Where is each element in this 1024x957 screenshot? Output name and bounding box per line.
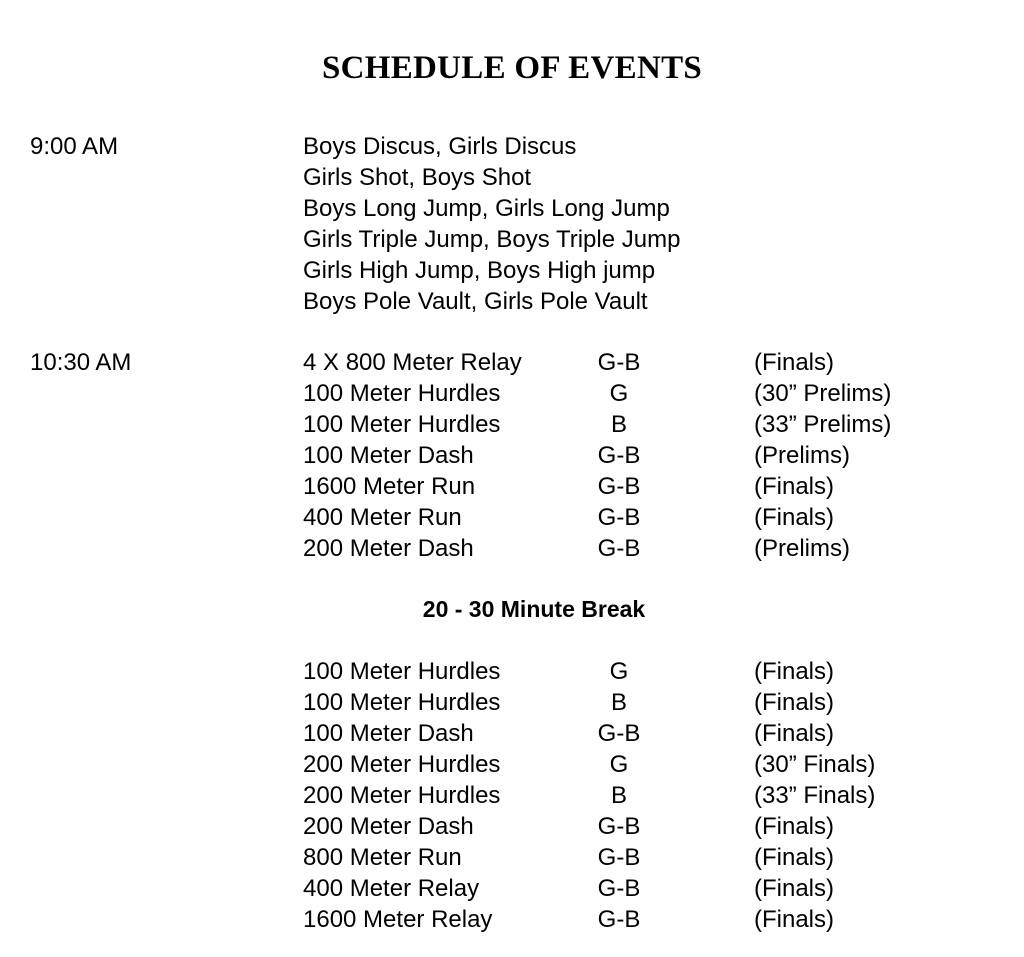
event-note: (Prelims)	[754, 442, 850, 469]
event-name: 200 Meter Hurdles	[303, 751, 501, 778]
event-name: 800 Meter Run	[303, 844, 462, 871]
event-note: (33” Finals)	[754, 782, 876, 809]
event-gender: G	[609, 751, 629, 778]
event-note: (Finals)	[754, 844, 835, 871]
event-gender: G-B	[597, 504, 641, 531]
time-label: 9:00 AM	[30, 133, 119, 160]
field-event-line: Girls Shot, Boys Shot	[303, 164, 532, 191]
event-name: 100 Meter Hurdles	[303, 689, 501, 716]
event-name: 400 Meter Run	[303, 504, 462, 531]
event-gender: G	[609, 658, 629, 685]
event-note: (Finals)	[754, 473, 835, 500]
event-note: (Finals)	[754, 813, 835, 840]
event-gender: G-B	[597, 875, 641, 902]
event-note: (30” Finals)	[754, 751, 876, 778]
event-note: (Finals)	[754, 906, 835, 933]
event-gender: G-B	[597, 906, 641, 933]
event-note: (Finals)	[754, 349, 835, 376]
event-gender: G	[609, 380, 629, 407]
field-event-line: Boys Long Jump, Girls Long Jump	[303, 195, 670, 222]
field-event-line: Girls High Jump, Boys High jump	[303, 257, 656, 284]
event-gender: G-B	[597, 813, 641, 840]
event-name: 200 Meter Dash	[303, 813, 474, 840]
field-event-line: Girls Triple Jump, Boys Triple Jump	[303, 226, 681, 253]
event-gender: G-B	[597, 535, 641, 562]
event-gender: G-B	[597, 442, 641, 469]
event-name: 200 Meter Hurdles	[303, 782, 501, 809]
event-note: (Prelims)	[754, 535, 850, 562]
field-event-line: Boys Discus, Girls Discus	[303, 133, 577, 160]
event-gender: G-B	[597, 473, 641, 500]
time-label: 10:30 AM	[30, 349, 132, 376]
event-name: 100 Meter Hurdles	[303, 380, 501, 407]
event-name: 100 Meter Hurdles	[303, 411, 501, 438]
event-note: (Finals)	[754, 875, 835, 902]
event-gender: B	[610, 411, 627, 438]
field-event-line: Boys Pole Vault, Girls Pole Vault	[303, 288, 648, 315]
event-gender: G-B	[597, 844, 641, 871]
event-name: 400 Meter Relay	[303, 875, 480, 902]
event-note: (Finals)	[754, 689, 835, 716]
event-name: 1600 Meter Relay	[303, 906, 493, 933]
event-note: (Finals)	[754, 720, 835, 747]
event-gender: G-B	[597, 349, 641, 376]
event-note: (Finals)	[754, 658, 835, 685]
break-heading: 20 - 30 Minute Break	[422, 596, 646, 622]
event-name: 100 Meter Dash	[303, 442, 474, 469]
event-name: 1600 Meter Run	[303, 473, 476, 500]
event-note: (30” Prelims)	[754, 380, 892, 407]
event-gender: G-B	[597, 720, 641, 747]
event-name: 200 Meter Dash	[303, 535, 474, 562]
event-name: 4 X 800 Meter Relay	[303, 349, 522, 376]
event-note: (33” Prelims)	[754, 411, 892, 438]
event-note: (Finals)	[754, 504, 835, 531]
page-title: SCHEDULE OF EVENTS	[321, 50, 703, 86]
event-name: 100 Meter Dash	[303, 720, 474, 747]
event-gender: B	[610, 689, 627, 716]
event-name: 100 Meter Hurdles	[303, 658, 501, 685]
event-gender: B	[610, 782, 627, 809]
